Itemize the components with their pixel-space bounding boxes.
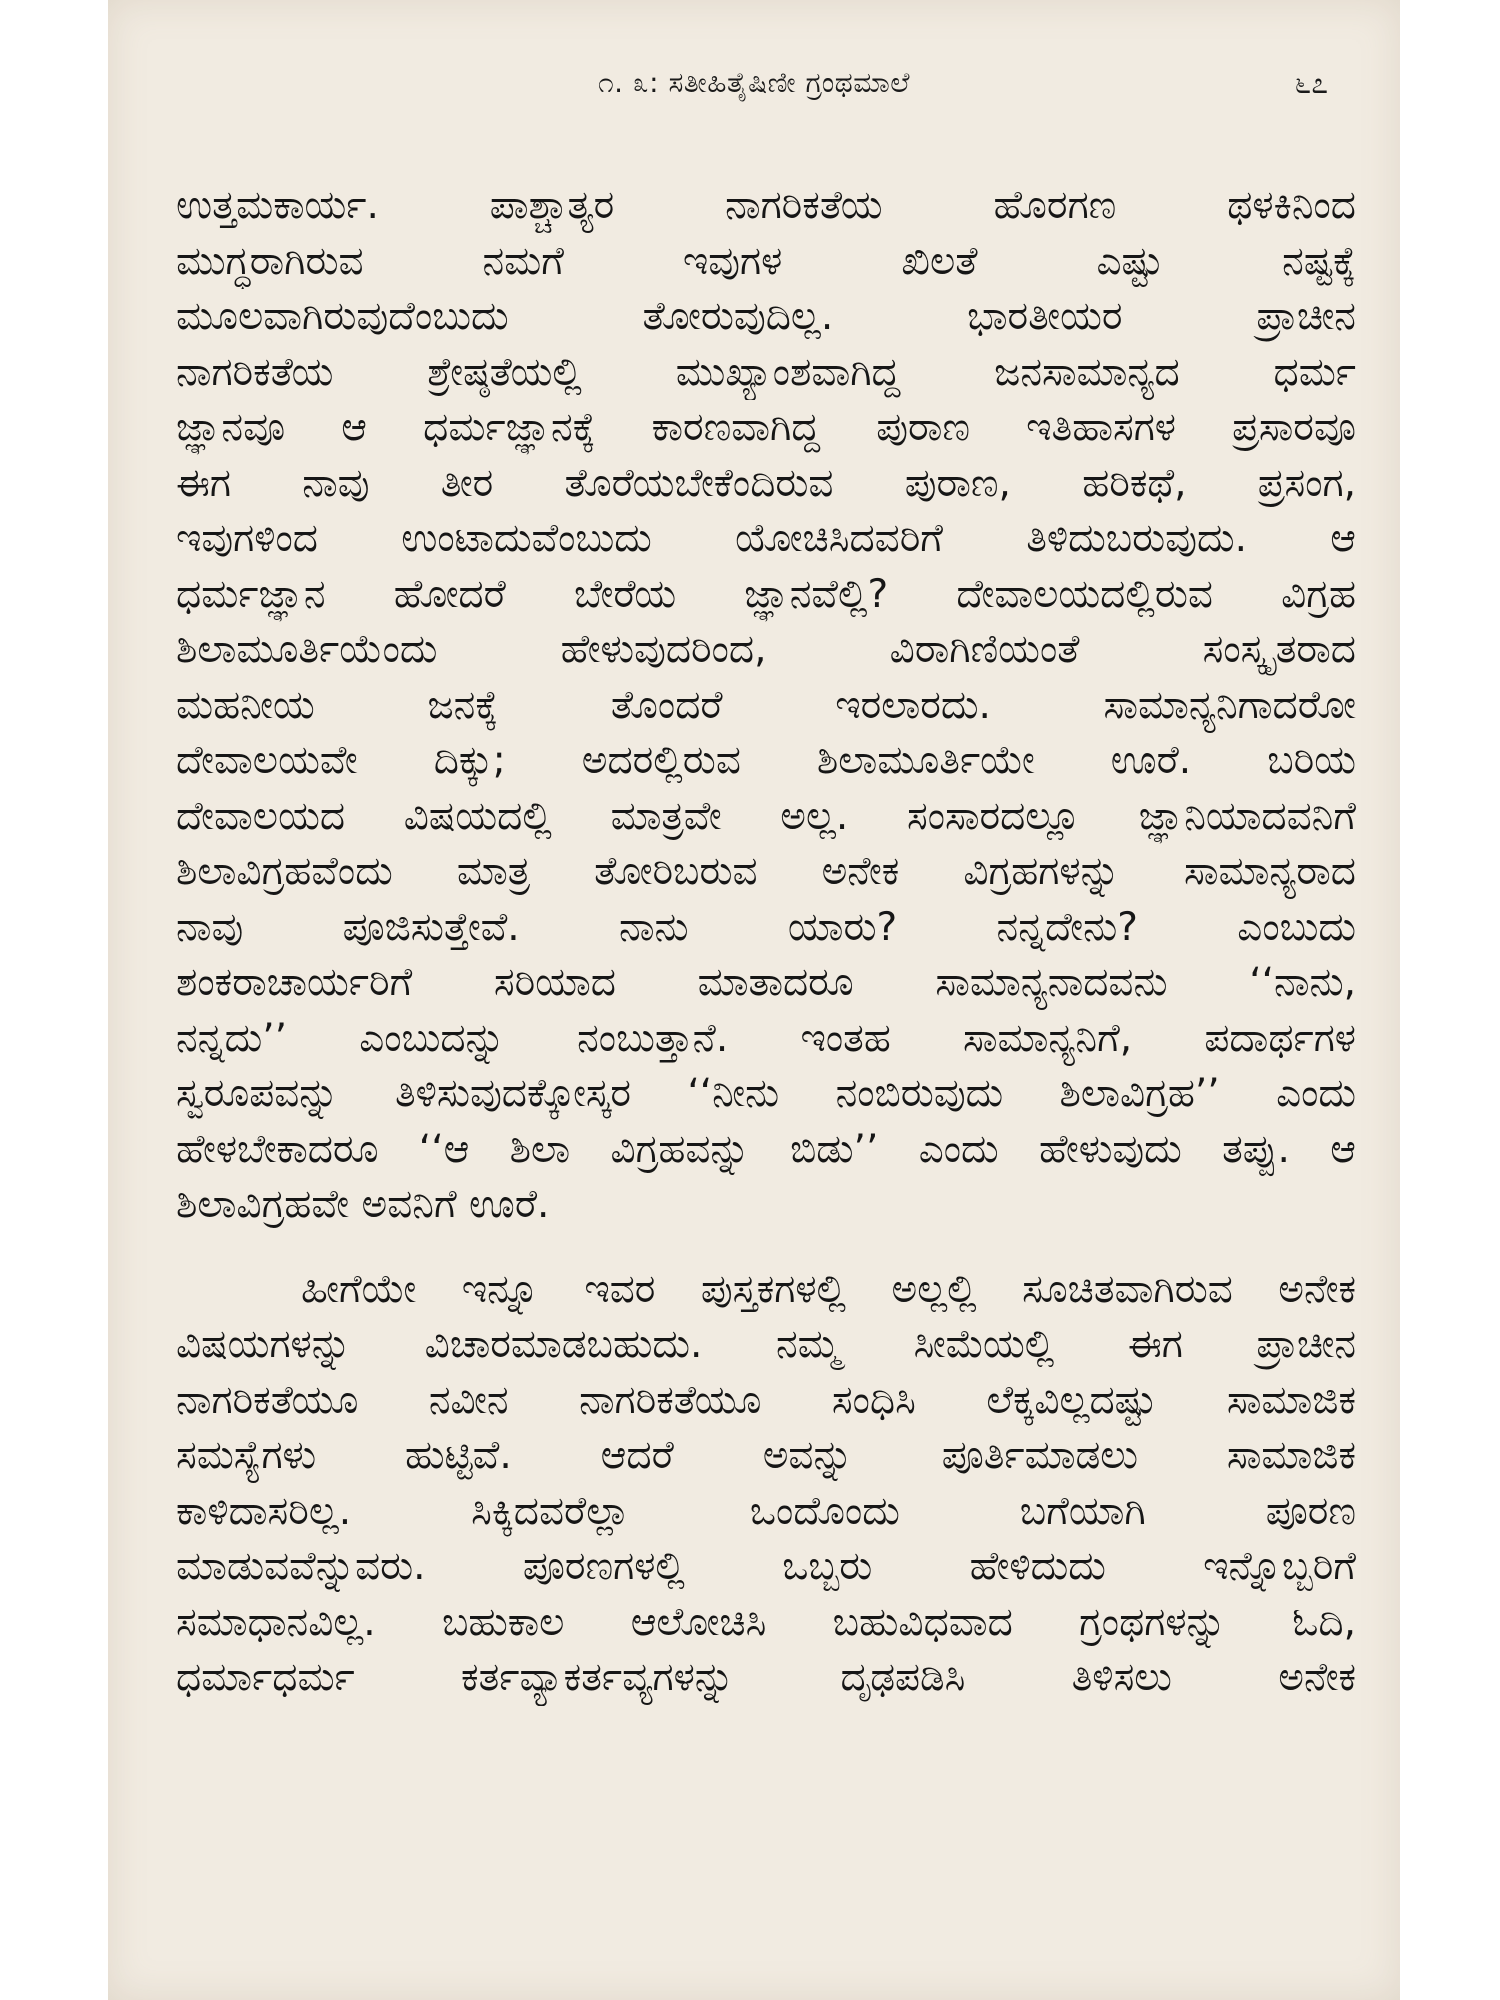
running-header — [108, 66, 1400, 116]
text-line: ಹೇಳಬೇಕಾದರೂ ‘‘ಆ ಶಿಲಾ ವಿಗ್ರಹವನ್ನು ಬಿಡು’’ ಎಂದು ಹೇಳುವುದು ತಪ್ಪು. ಆ — [176, 1126, 1356, 1172]
text-line: ವಿಷಯಗಳನ್ನು ವಿಚಾರಮಾಡಬಹುದು. ನಮ್ಮ ಸೀಮೆಯಲ್ಲಿ ಈಗ ಪ್ರಾಚೀನ — [176, 1322, 1356, 1367]
text-line: ಸ್ವರೂಪವನ್ನು ತಿಳಿಸುವುದಕ್ಕೋಸ್ಕರ ‘‘ನೀನು ನಂಬಿರುವುದು ಶಿಲಾವಿಗ್ರಹ’’ ಎಂದು — [176, 1071, 1356, 1116]
text-line: ಸಮಾಧಾನವಿಲ್ಲ. ಬಹುಕಾಲ ಆಲೋಚಿಸಿ ಬಹುವಿಧವಾದ ಗ್ರಂಥಗಳನ್ನು ಓದಿ, — [176, 1599, 1356, 1645]
text-line: ದೇವಾಲಯವೇ ದಿಕ್ಕು; ಅದರಲ್ಲಿರುವ ಶಿಲಾಮೂರ್ತಿಯೇ ಊರೆ. ಬರಿಯ — [176, 738, 1356, 783]
text-line: ದೇವಾಲಯದ ವಿಷಯದಲ್ಲಿ ಮಾತ್ರವೇ ಅಲ್ಲ. ಸಂಸಾರದಲ್ಲೂ ಜ್ಞಾನಿಯಾದವನಿಗೆ — [176, 793, 1356, 839]
text-line: ಧರ್ಮಜ್ಞಾನ ಹೋದರೆ ಬೇರೆಯ ಜ್ಞಾನವೆಲ್ಲಿ? ದೇವಾಲಯದಲ್ಲಿರುವ ವಿಗ್ರಹ — [176, 571, 1356, 617]
text-line: ನಾಗರಿಕತೆಯೂ ನವೀನ ನಾಗರಿಕತೆಯೂ ಸಂಧಿಸಿ ಲೆಕ್ಕವಿಲ್ಲದಷ್ಟು ಸಾಮಾಜಿಕ — [176, 1377, 1356, 1423]
paragraph-1 — [176, 178, 1356, 1233]
page-number: ೬೭ — [1294, 66, 1328, 101]
text-line: ಮಹನೀಯ ಜನಕ್ಕೆ ತೊಂದರೆ ಇರಲಾರದು. ಸಾಮಾನ್ಯನಿಗಾದರೋ — [176, 682, 1356, 728]
text-line: ಮೂಲವಾಗಿರುವುದೆಂಬುದು ತೋರುವುದಿಲ್ಲ. ಭಾರತೀಯರ ಪ್ರಾಚೀನ — [176, 294, 1356, 339]
text-line: ಕಾಳಿದಾಸರಿಲ್ಲ. ಸಿಕ್ಕಿದವರೆಲ್ಲಾ ಒಂದೊಂದು ಬಗೆಯಾಗಿ ಪೂರಣ — [176, 1488, 1356, 1534]
text-line: ಶಿಲಾಮೂರ್ತಿಯೆಂದು ಹೇಳುವುದರಿಂದ, ವಿರಾಗಿಣಿಯಂತೆ ಸಂಸ್ಕೃತರಾದ — [176, 627, 1356, 672]
text-line: ನಾಗರಿಕತೆಯ ಶ್ರೇಷ್ಠತೆಯಲ್ಲಿ ಮುಖ್ಯಾಂಶವಾಗಿದ್ದ ಜನಸಾಮಾನ್ಯದ ಧರ್ಮ — [176, 349, 1356, 395]
text-line: ಜ್ಞಾನವೂ ಆ ಧರ್ಮಜ್ಞಾನಕ್ಕೆ ಕಾರಣವಾಗಿದ್ದ ಪುರಾಣ ಇತಿಹಾಸಗಳ ಪ್ರಸಾರವೂ — [176, 405, 1356, 450]
body-text — [176, 178, 1356, 1706]
text-line: ಶಿಲಾವಿಗ್ರಹವೇ ಅವನಿಗೆ ಊರೆ. — [176, 1182, 550, 1227]
text-line: ಶಿಲಾವಿಗ್ರಹವೆಂದು ಮಾತ್ರ ತೋರಿಬರುವ ಅನೇಕ ವಿಗ್ರಹಗಳನ್ನು ಸಾಮಾನ್ಯರಾದ — [176, 849, 1356, 894]
text-line: ಧರ್ಮಾಧರ್ಮ ಕರ್ತವ್ಯಾಕರ್ತವ್ಯಗಳನ್ನು ದೃಢಪಡಿಸಿ ತಿಳಿಸಲು ಅನೇಕ — [176, 1655, 1356, 1700]
text-line: ನನ್ನದು’’ ಎಂಬುದನ್ನು ನಂಬುತ್ತಾನೆ. ಇಂತಹ ಸಾಮಾನ್ಯನಿಗೆ, ಪದಾರ್ಥಗಳ — [176, 1015, 1356, 1061]
text-line: ಹೀಗೆಯೇ ಇನ್ನೂ ಇವರ ಪುಸ್ತಕಗಳಲ್ಲಿ ಅಲ್ಲಲ್ಲಿ ಸೂಚಿತವಾಗಿರುವ ಅನೇಕ — [301, 1266, 1356, 1312]
text-line: ಈಗ ನಾವು ತೀರ ತೊರೆಯಬೇಕೆಂದಿರುವ ಪುರಾಣ, ಹರಿಕಥೆ, ಪ್ರಸಂಗ, — [176, 460, 1356, 506]
paragraph-gap — [176, 1233, 1356, 1262]
text-line: ಮಾಡುವವೆನ್ನುವರು. ಪೂರಣಗಳಲ್ಲಿ ಒಬ್ಬರು ಹೇಳಿದುದು ಇನ್ನೊಬ್ಬರಿಗೆ — [176, 1544, 1356, 1589]
paragraph-2 — [176, 1262, 1356, 1706]
text-line: ಸಮಸ್ಯೆಗಳು ಹುಟ್ಟಿವೆ. ಆದರೆ ಅವನ್ನು ಪೂರ್ತಿಮಾಡಲು ಸಾಮಾಜಿಕ — [176, 1433, 1356, 1478]
text-line: ಇವುಗಳಿಂದ ಉಂಟಾದುವೆಂಬುದು ಯೋಚಿಸಿದವರಿಗೆ ತಿಳಿದುಬರುವುದು. ಆ — [176, 516, 1356, 561]
book-page — [108, 0, 1400, 2000]
text-line: ಮುಗ್ಧರಾಗಿರುವ ನಮಗೆ ಇವುಗಳ ಖಿಲತೆ ಎಷ್ಟು ನಷ್ಟಕ್ಕೆ — [176, 238, 1356, 284]
text-line: ಶಂಕರಾಚಾರ್ಯರಿಗೆ ಸರಿಯಾದ ಮಾತಾದರೂ ಸಾಮಾನ್ಯನಾದವನು ‘‘ನಾನು, — [176, 960, 1356, 1005]
text-line: ನಾವು ಪೂಜಿಸುತ್ತೇವೆ. ನಾನು ಯಾರು? ನನ್ನದೇನು? ಎಂಬುದು — [176, 904, 1356, 950]
text-line: ಉತ್ತಮಕಾರ್ಯ. ಪಾಶ್ಚಾತ್ಯರ ನಾಗರಿಕತೆಯ ಹೊರಗಣ ಥಳಕಿನಿಂದ — [176, 183, 1356, 228]
running-title: ೧. ೩: ಸತೀಹಿತೈಷಿಣೀ ಗ್ರಂಥಮಾಲೆ — [597, 66, 911, 99]
